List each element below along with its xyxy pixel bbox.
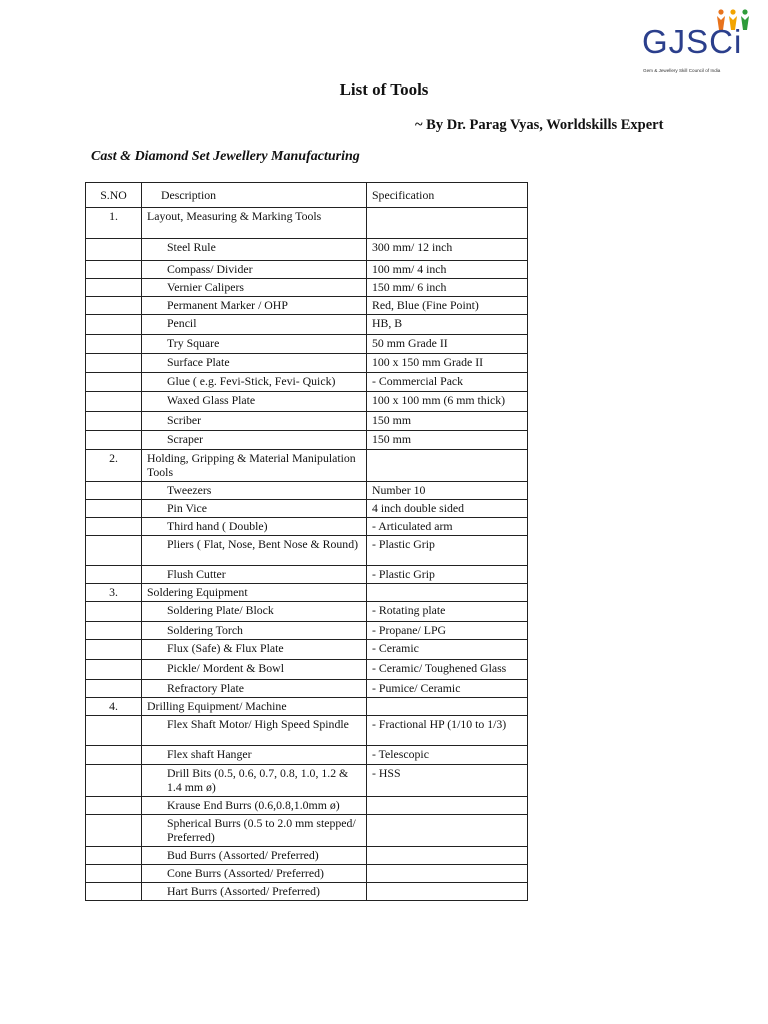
table-row <box>86 354 528 373</box>
tool-specification <box>367 450 528 482</box>
table-row <box>86 431 528 450</box>
table-row <box>86 412 528 431</box>
tool-specification: - Plastic Grip <box>367 536 528 566</box>
tool-name: Soldering Torch <box>142 622 367 640</box>
tool-name: Flex shaft Hanger <box>142 746 367 765</box>
table-row <box>86 239 528 261</box>
sno-cell <box>86 536 142 566</box>
logo-tagline: Gem & Jewellery Skill Council of India <box>643 68 721 73</box>
header-description: Description <box>142 183 367 208</box>
tool-name: Flex Shaft Motor/ High Speed Spindle <box>142 716 367 746</box>
tool-specification: - Rotating plate <box>367 602 528 622</box>
table-row <box>86 815 528 847</box>
tool-name: Pliers ( Flat, Nose, Bent Nose & Round) <box>142 536 367 566</box>
gjsci-logo <box>640 8 760 78</box>
tool-name: Steel Rule <box>142 239 367 261</box>
tool-specification: Number 10 <box>367 482 528 500</box>
tool-specification: 100 x 150 mm Grade II <box>367 354 528 373</box>
category-row <box>86 584 528 602</box>
tool-name: Tweezers <box>142 482 367 500</box>
sno-cell <box>86 797 142 815</box>
sno-cell: 4. <box>86 698 142 716</box>
sno-cell <box>86 622 142 640</box>
sno-cell <box>86 335 142 354</box>
tool-specification: - Pumice/ Ceramic <box>367 680 528 698</box>
tool-name: Try Square <box>142 335 367 354</box>
table-row <box>86 765 528 797</box>
table-row <box>86 865 528 883</box>
table-row <box>86 279 528 297</box>
tool-name: Drill Bits (0.5, 0.6, 0.7, 0.8, 1.0, 1.2 & 1.4 mm ø) <box>142 765 367 797</box>
tool-specification: - Ceramic <box>367 640 528 660</box>
tool-name: Surface Plate <box>142 354 367 373</box>
author-line: ~ By Dr. Parag Vyas, Worldskills Expert <box>415 117 664 133</box>
sno-cell: 3. <box>86 584 142 602</box>
tool-specification: 100 x 100 mm (6 mm thick) <box>367 392 528 412</box>
sno-cell <box>86 431 142 450</box>
tool-name: Scriber <box>142 412 367 431</box>
sno-cell <box>86 883 142 901</box>
header-specification: Specification <box>367 183 528 208</box>
tool-specification <box>367 815 528 847</box>
tool-specification <box>367 847 528 865</box>
tool-specification: 50 mm Grade II <box>367 335 528 354</box>
table-row <box>86 536 528 566</box>
table-row <box>86 335 528 354</box>
tools-table <box>85 182 528 901</box>
tool-specification <box>367 865 528 883</box>
tool-name: Compass/ Divider <box>142 261 367 279</box>
tool-name: Vernier Calipers <box>142 279 367 297</box>
tool-specification <box>367 584 528 602</box>
sno-cell <box>86 865 142 883</box>
tool-name: Third hand ( Double) <box>142 518 367 536</box>
sno-cell <box>86 315 142 335</box>
tool-name: Hart Burrs (Assorted/ Preferred) <box>142 883 367 901</box>
tool-specification: 150 mm <box>367 412 528 431</box>
table-header-row <box>86 183 528 208</box>
table-row <box>86 315 528 335</box>
table-row <box>86 297 528 315</box>
tool-specification: 150 mm <box>367 431 528 450</box>
sno-cell <box>86 261 142 279</box>
sno-cell <box>86 500 142 518</box>
tool-name: Waxed Glass Plate <box>142 392 367 412</box>
table-row <box>86 883 528 901</box>
category-row <box>86 450 528 482</box>
tool-name: Spherical Burrs (0.5 to 2.0 mm stepped/ Preferred) <box>142 815 367 847</box>
tool-specification <box>367 883 528 901</box>
sno-cell <box>86 297 142 315</box>
tool-specification: - Commercial Pack <box>367 373 528 392</box>
tool-specification: - Propane/ LPG <box>367 622 528 640</box>
tool-name: Krause End Burrs (0.6,0.8,1.0mm ø) <box>142 797 367 815</box>
header-sno: S.NO <box>86 183 142 208</box>
table-row <box>86 373 528 392</box>
tool-specification: Red, Blue (Fine Point) <box>367 297 528 315</box>
tool-name: Bud Burrs (Assorted/ Preferred) <box>142 847 367 865</box>
sno-cell <box>86 518 142 536</box>
sno-cell <box>86 746 142 765</box>
table-row <box>86 518 528 536</box>
tool-name: Permanent Marker / OHP <box>142 297 367 315</box>
tool-name: Scraper <box>142 431 367 450</box>
table-row <box>86 392 528 412</box>
table-row <box>86 660 528 680</box>
table-row <box>86 482 528 500</box>
tool-name: Glue ( e.g. Fevi-Stick, Fevi- Quick) <box>142 373 367 392</box>
tool-specification: 100 mm/ 4 inch <box>367 261 528 279</box>
table-row <box>86 566 528 584</box>
category-title: Layout, Measuring & Marking Tools <box>142 208 367 239</box>
tool-name: Pencil <box>142 315 367 335</box>
sno-cell <box>86 716 142 746</box>
sno-cell <box>86 815 142 847</box>
table-row <box>86 640 528 660</box>
table-row <box>86 261 528 279</box>
sno-cell <box>86 847 142 865</box>
page-title: List of Tools <box>339 80 429 99</box>
sno-cell <box>86 392 142 412</box>
sno-cell <box>86 566 142 584</box>
table-row <box>86 797 528 815</box>
tool-specification: - Telescopic <box>367 746 528 765</box>
table-row <box>86 847 528 865</box>
category-row <box>86 208 528 239</box>
tool-name: Flux (Safe) & Flux Plate <box>142 640 367 660</box>
sno-cell <box>86 660 142 680</box>
category-title: Holding, Gripping & Material Manipulation Tools <box>142 450 367 482</box>
table-row <box>86 602 528 622</box>
tool-name: Refractory Plate <box>142 680 367 698</box>
table-row <box>86 716 528 746</box>
tool-name: Pickle/ Mordent & Bowl <box>142 660 367 680</box>
tool-specification: 300 mm/ 12 inch <box>367 239 528 261</box>
tool-specification: - Fractional HP (1/10 to 1/3) <box>367 716 528 746</box>
table-row <box>86 680 528 698</box>
logo-text: GJSCi <box>642 23 743 60</box>
tool-specification: 150 mm/ 6 inch <box>367 279 528 297</box>
tool-specification <box>367 208 528 239</box>
category-row <box>86 698 528 716</box>
table-body <box>86 208 528 901</box>
tool-specification: - Plastic Grip <box>367 566 528 584</box>
sno-cell <box>86 412 142 431</box>
sno-cell <box>86 640 142 660</box>
sno-cell <box>86 765 142 797</box>
category-title: Drilling Equipment/ Machine <box>142 698 367 716</box>
tool-name: Soldering Plate/ Block <box>142 602 367 622</box>
tool-specification: HB, B <box>367 315 528 335</box>
sno-cell: 1. <box>86 208 142 239</box>
tool-specification <box>367 797 528 815</box>
sno-cell: 2. <box>86 450 142 482</box>
category-title: Soldering Equipment <box>142 584 367 602</box>
tool-name: Flush Cutter <box>142 566 367 584</box>
sno-cell <box>86 680 142 698</box>
tool-name: Cone Burrs (Assorted/ Preferred) <box>142 865 367 883</box>
sno-cell <box>86 354 142 373</box>
table-row <box>86 622 528 640</box>
sno-cell <box>86 482 142 500</box>
sno-cell <box>86 239 142 261</box>
tool-name: Pin Vice <box>142 500 367 518</box>
tool-specification: - Ceramic/ Toughened Glass <box>367 660 528 680</box>
tool-specification: - HSS <box>367 765 528 797</box>
table-row <box>86 500 528 518</box>
tool-specification <box>367 698 528 716</box>
table-row <box>86 746 528 765</box>
sno-cell <box>86 279 142 297</box>
sno-cell <box>86 602 142 622</box>
subtitle: Cast & Diamond Set Jewellery Manufacturing <box>91 149 360 164</box>
tool-specification: 4 inch double sided <box>367 500 528 518</box>
tool-specification: - Articulated arm <box>367 518 528 536</box>
sno-cell <box>86 373 142 392</box>
